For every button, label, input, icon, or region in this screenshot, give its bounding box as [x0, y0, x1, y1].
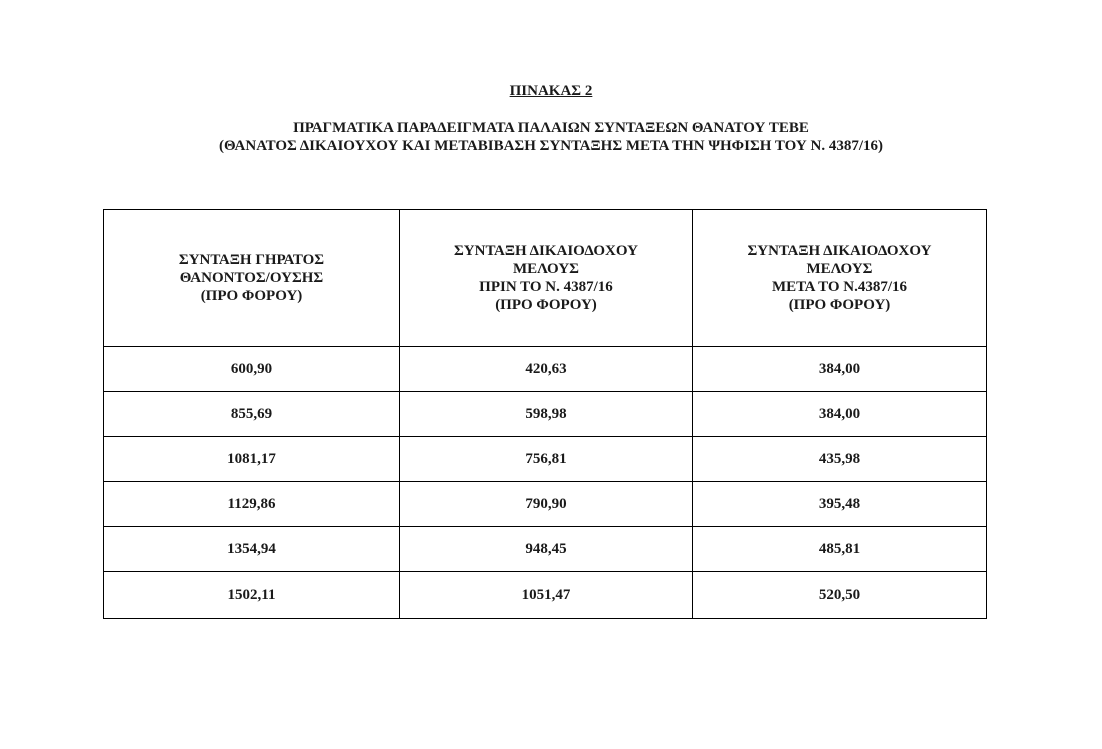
table-cell: 598,98 — [400, 392, 693, 437]
table-cell: 520,50 — [693, 572, 987, 619]
table-cell: 948,45 — [400, 527, 693, 572]
header-line: ΠΡΙΝ ΤΟ Ν. 4387/16 — [479, 279, 613, 295]
table-row — [104, 392, 987, 437]
table-row — [104, 482, 987, 527]
pension-table — [103, 209, 987, 619]
table-row — [104, 527, 987, 572]
table-row — [104, 437, 987, 482]
table-cell: 756,81 — [400, 437, 693, 482]
table-cell: 855,69 — [104, 392, 400, 437]
table-cell: 1502,11 — [104, 572, 400, 619]
header-line: (ΠΡΟ ΦΟΡΟΥ) — [788, 297, 891, 313]
header-survivor-before-law — [400, 210, 693, 347]
header-line: ΜΕΛΟΥΣ — [806, 261, 873, 277]
table-cell: 420,63 — [400, 347, 693, 392]
header-line: (ΠΡΟ ΦΟΡΟΥ) — [495, 297, 597, 313]
table-cell: 1081,17 — [104, 437, 400, 482]
header-survivor-after-law — [693, 210, 987, 347]
table-cell: 1051,47 — [400, 572, 693, 619]
header-line: ΣΥΝΤΑΞΗ ΔΙΚΑΙΟΔΟΧΟΥ — [454, 243, 638, 259]
table-label: ΠΙΝΑΚΑΣ 2 — [509, 83, 593, 99]
document-title-line-2: (ΘΑΝΑΤΟΣ ΔΙΚΑΙΟΥΧΟΥ ΚΑΙ ΜΕΤΑΒΙΒΑΣΗ ΣΥΝΤΑΞΗΣ ΜΕΤΑ ΤΗΝ ΨΗΦΙΣΗ ΤΟΥ Ν. 4387/16) — [218, 138, 884, 154]
table-row — [104, 347, 987, 392]
header-line: ΜΕΛΟΥΣ — [513, 261, 579, 277]
table-cell: 790,90 — [400, 482, 693, 527]
table-cell: 384,00 — [693, 347, 987, 392]
table-cell: 1129,86 — [104, 482, 400, 527]
table-cell: 485,81 — [693, 527, 987, 572]
header-line: ΣΥΝΤΑΞΗ ΓΗΡΑΤΟΣ — [178, 252, 325, 268]
table-cell: 1354,94 — [104, 527, 400, 572]
header-line: ΣΥΝΤΑΞΗ ΔΙΚΑΙΟΔΟΧΟΥ — [747, 243, 932, 259]
table-cell: 435,98 — [693, 437, 987, 482]
document-title-line-1: ΠΡΑΓΜΑΤΙΚΑ ΠΑΡΑΔΕΙΓΜΑΤΑ ΠΑΛΑΙΩΝ ΣΥΝΤΑΞΕΩΝ ΘΑΝΑΤΟΥ ΤΕΒΕ — [293, 120, 809, 136]
table-cell: 395,48 — [693, 482, 987, 527]
header-old-age-pension — [104, 210, 400, 347]
header-line: ΜΕΤΑ ΤΟ Ν.4387/16 — [771, 279, 908, 295]
table-cell: 600,90 — [104, 347, 400, 392]
header-line: (ΠΡΟ ΦΟΡΟΥ) — [200, 288, 303, 304]
table-cell: 384,00 — [693, 392, 987, 437]
header-line: ΘΑΝΟΝΤΟΣ/ΟΥΣΗΣ — [179, 270, 324, 286]
table-row — [104, 572, 987, 619]
table-header-row — [104, 210, 987, 347]
